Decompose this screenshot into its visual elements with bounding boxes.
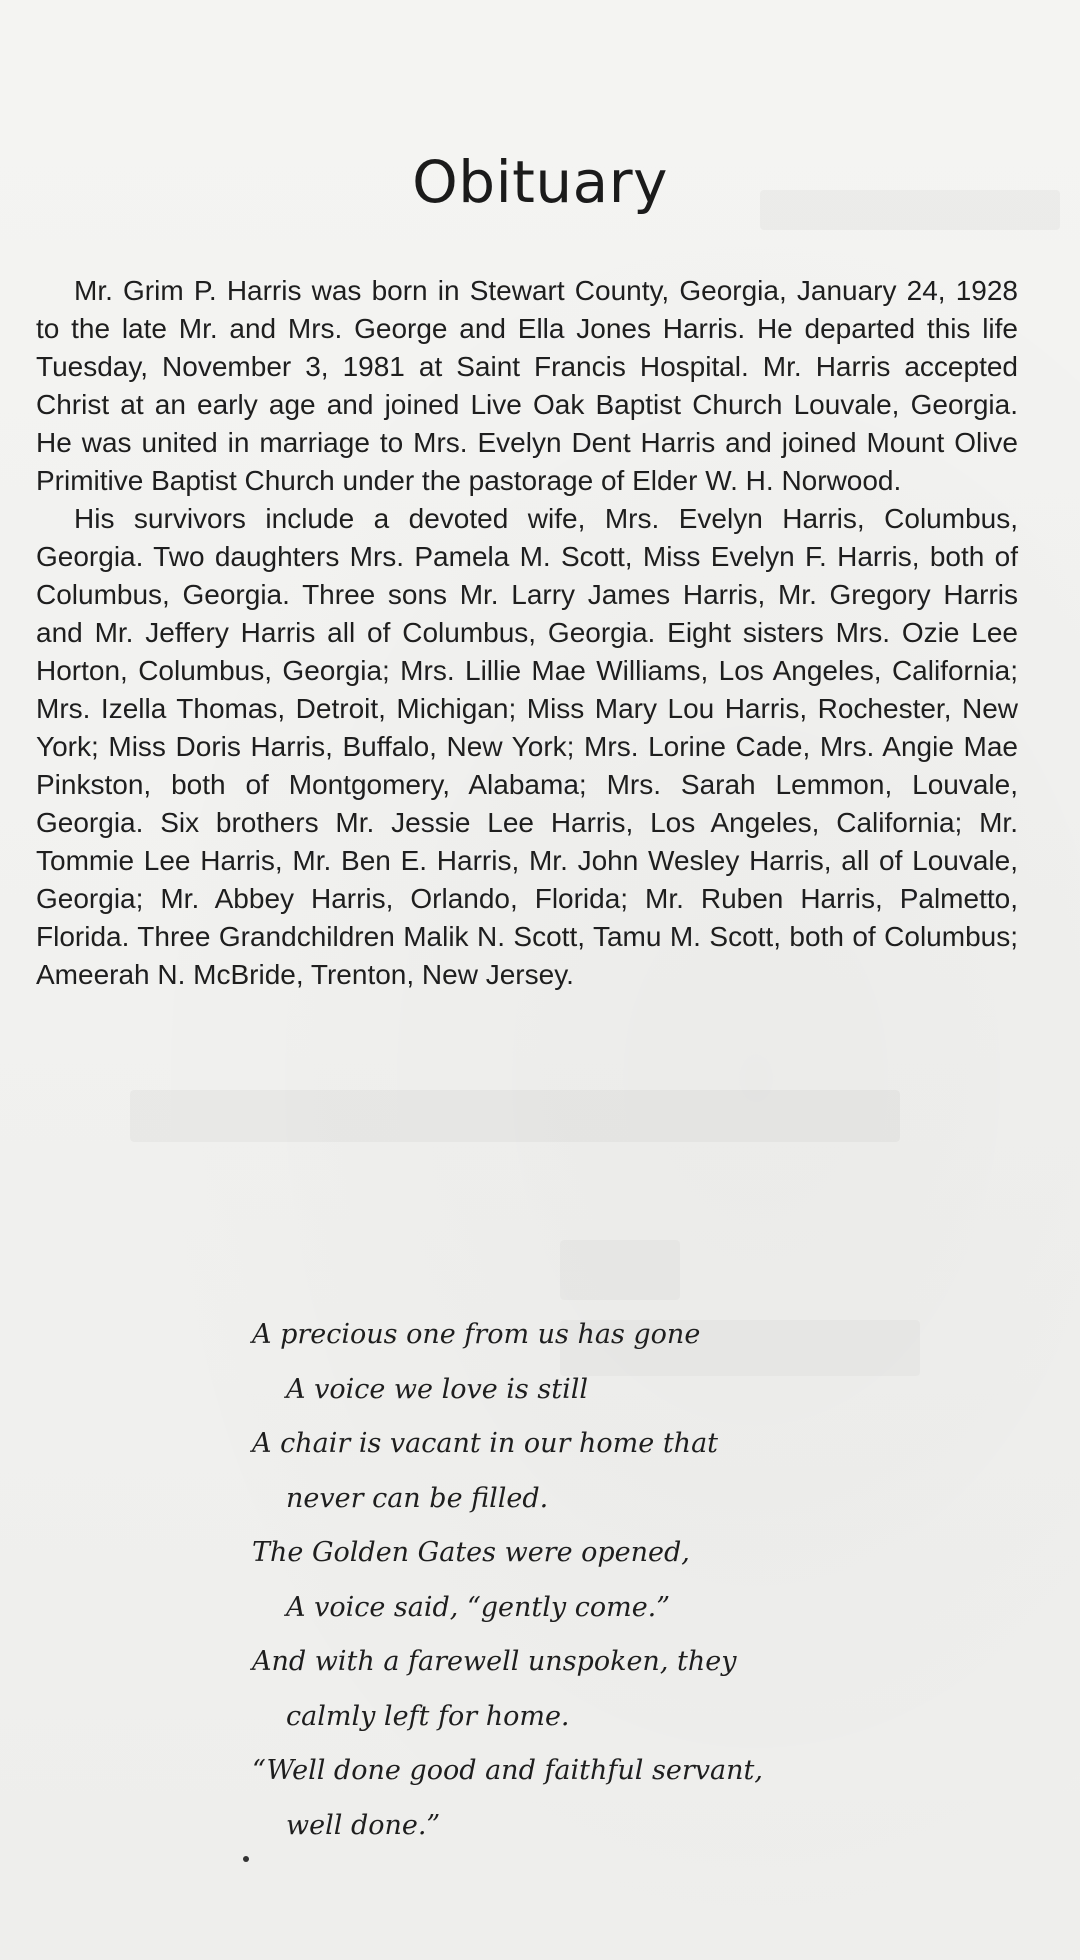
poem-line: well done.” [286, 1809, 441, 1841]
memorial-poem [252, 1308, 872, 1853]
obituary-body [36, 272, 1018, 994]
poem-line: The Golden Gates were opened, [252, 1537, 690, 1568]
biography-paragraph: Mr. Grim P. Harris was born in Stewart County, Georgia, January 24, 1928 to the late Mr. and Mrs. George and Ella Jones Harris. He departed this life Tuesday, November 3, 1981 at Saint Francis Hospital. Mr. Harris accepted Christ at an early age and joined Live Oak Baptist Church Louvale, Georgia. He was united in marriage to Mrs. Evelyn Dent Harris and joined Mount Olive Primitive Baptist Church under the pastorage of Elder W. H. Norwood. [36, 275, 1018, 496]
poem-line: A precious one from us has gone [252, 1319, 701, 1350]
show-through-shadow [560, 1240, 680, 1300]
poem-line: A chair is vacant in our home that [252, 1428, 719, 1459]
poem-line: calmly left for home. [286, 1700, 570, 1732]
poem-line: And with a farewell unspoken, they [252, 1646, 737, 1677]
poem-line: never can be filled. [286, 1482, 549, 1514]
show-through-shadow [130, 1090, 900, 1142]
survivors-paragraph: His survivors include a devoted wife, Mrs. Evelyn Harris, Columbus, Georgia. Two daughters Mrs. Pamela M. Scott, Miss Evelyn F. Harris, both of Columbus, Georgia. Three sons Mr. Larry James Harris, Mr. Gregory Harris and Mr. Jeffery Harris all of Columbus, Georgia. Eight sisters Mrs. Ozie Lee Horton, Columbus, Georgia; Mrs. Lillie Mae Williams, Los Angeles, California; Mrs. Izella Thomas, Detroit, Michigan; Miss Mary Lou Harris, Rochester, New York; Miss Doris Harris, Buffalo, New York; Mrs. Lorine Cade, Mrs. Angie Mae Pinkston, both of Montgomery, Alabama; Mrs. Sarah Lemmon, Louvale, Georgia. Six brothers Mr. Jessie Lee Harris, Los Angeles, California; Mr. Tommie Lee Harris, Mr. Ben E. Harris, Mr. John Wesley Harris, all of Louvale, Georgia; Mr. Abbey Harris, Orlando, Florida; Mr. Ruben Harris, Palmetto, Florida. Three Grandchildren Malik N. Scott, Tamu M. Scott, both of Columbus; Ameerah N. McBride, Trenton, New Jersey. [36, 503, 1018, 990]
page-title: Obituary [412, 148, 668, 216]
poem-line: A voice said, “gently come.” [286, 1591, 671, 1623]
ink-dot [243, 1856, 249, 1862]
poem-line: “Well done good and faithful servant, [252, 1755, 763, 1786]
poem-line: A voice we love is still [286, 1373, 588, 1405]
